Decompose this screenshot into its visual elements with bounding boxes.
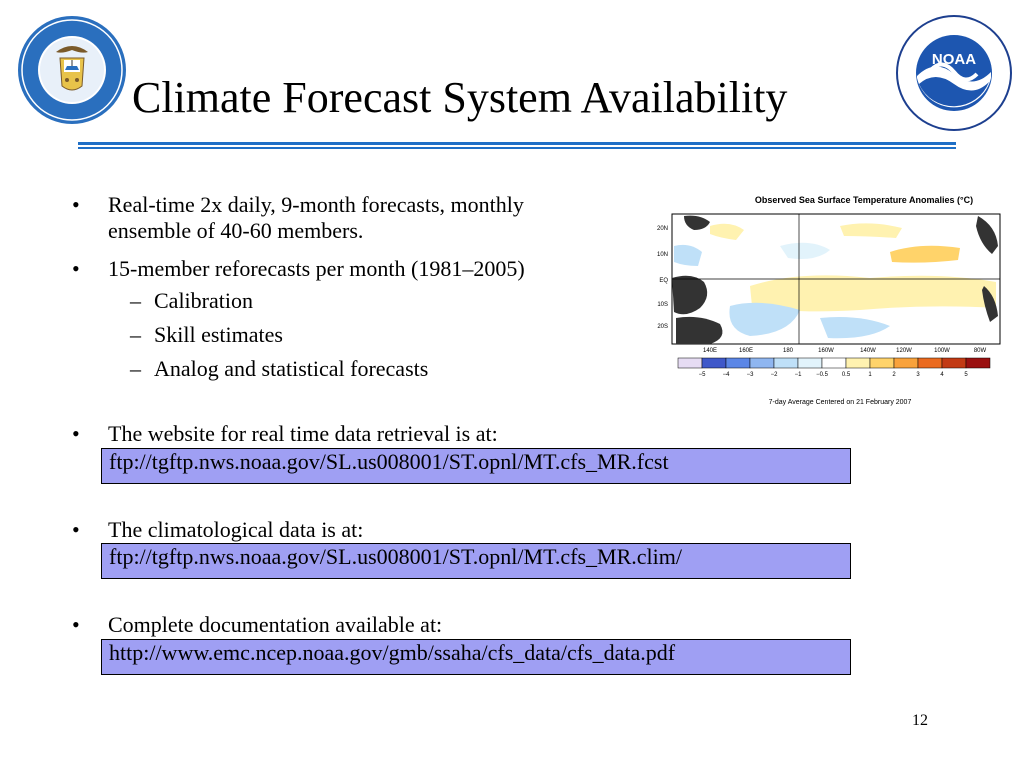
color-scale-label: 2 <box>892 372 896 378</box>
bullet-marker: • <box>72 421 80 446</box>
sub-bullet-item: – Skill estimates <box>130 322 283 347</box>
bullet-marker: • <box>72 517 80 542</box>
color-scale-swatch <box>822 358 846 368</box>
figure-title: Observed Sea Surface Temperature Anomalies (°C) <box>754 195 974 205</box>
sub-bullet-item: – Calibration <box>130 288 253 313</box>
bullet-text: Complete documentation available at: <box>108 612 443 637</box>
color-scale-labels <box>699 372 969 378</box>
color-scale-swatch <box>750 358 774 368</box>
map-longitude-labels <box>703 348 987 354</box>
color-scale-swatch <box>774 358 798 368</box>
color-scale-label: −3 <box>746 372 754 378</box>
title-divider-thin <box>78 147 956 149</box>
forecast-data-url[interactable]: ftp://tgftp.nws.noaa.gov/SL.us008001/ST.opnl/MT.cfs_MR.fcst <box>101 448 851 484</box>
color-scale-swatch <box>846 358 870 368</box>
color-scale-label: 4 <box>940 372 944 378</box>
svg-text:160E: 160E <box>738 348 754 354</box>
color-scale-bar <box>678 358 990 368</box>
svg-text:100W: 100W <box>934 348 950 354</box>
page-number: 12 <box>912 712 928 729</box>
climatological-data-url[interactable]: ftp://tgftp.nws.noaa.gov/SL.us008001/ST.opnl/MT.cfs_MR.clim/ <box>101 543 851 579</box>
map-panel <box>672 214 1000 344</box>
color-scale-swatch <box>942 358 966 368</box>
bullet-text: 15-member reforecasts per month (1981–2005) <box>108 256 525 281</box>
map-latitude-labels <box>657 226 668 330</box>
color-scale-label: −4 <box>722 372 730 378</box>
svg-text:10S: 10S <box>657 302 668 308</box>
bullet-text: The website for real time data retrieval is at: <box>108 421 498 446</box>
color-scale-swatch <box>678 358 702 368</box>
color-scale-label: −1 <box>794 372 802 378</box>
bullet-text: The climatological data is at: <box>108 517 364 542</box>
bullet-marker: • <box>72 192 80 217</box>
color-scale-swatch <box>894 358 918 368</box>
color-scale-label: 5 <box>964 372 968 378</box>
color-scale-label: 3 <box>916 372 920 378</box>
color-scale-label: 0.5 <box>841 372 851 378</box>
color-scale-label: −2 <box>770 372 778 378</box>
svg-text:10N: 10N <box>656 252 668 258</box>
bullet-marker: • <box>72 612 80 637</box>
svg-text:160W: 160W <box>818 348 834 354</box>
svg-text:140E: 140E <box>702 348 718 354</box>
svg-text:140W: 140W <box>860 348 876 354</box>
svg-text:180: 180 <box>782 348 794 354</box>
sst-anomaly-map <box>640 186 1020 416</box>
color-scale-label: 1 <box>868 372 872 378</box>
sub-bullet-item: – Analog and statistical forecasts <box>130 356 429 381</box>
color-scale-swatch <box>870 358 894 368</box>
color-scale-swatch <box>726 358 750 368</box>
figure-caption: 7-day Average Centered on 21 February 2007 <box>768 399 912 406</box>
color-scale-label: −0.5 <box>816 372 828 378</box>
color-scale-swatch <box>918 358 942 368</box>
noaa-seal <box>895 14 1013 132</box>
svg-text:120W: 120W <box>896 348 912 354</box>
bullet-marker: • <box>72 256 80 281</box>
title-divider <box>78 142 956 145</box>
svg-text:EQ: EQ <box>659 278 668 284</box>
page-title: Climate Forecast System Availability <box>132 73 788 122</box>
department-of-commerce-seal <box>16 14 128 126</box>
svg-text:20N: 20N <box>656 226 668 232</box>
color-scale-label: −5 <box>698 372 706 378</box>
color-scale-swatch <box>966 358 990 368</box>
color-scale-swatch <box>702 358 726 368</box>
svg-text:20S: 20S <box>657 324 668 330</box>
color-scale-swatch <box>798 358 822 368</box>
svg-text:NOAA: NOAA <box>931 51 977 68</box>
documentation-url[interactable]: http://www.emc.ncep.noaa.gov/gmb/ssaha/cfs_data/cfs_data.pdf <box>101 639 851 675</box>
svg-text:80W: 80W <box>973 348 987 354</box>
bullet-text: Real-time 2x daily, 9-month forecasts, monthly ensemble of 40-60 members. <box>108 192 524 243</box>
